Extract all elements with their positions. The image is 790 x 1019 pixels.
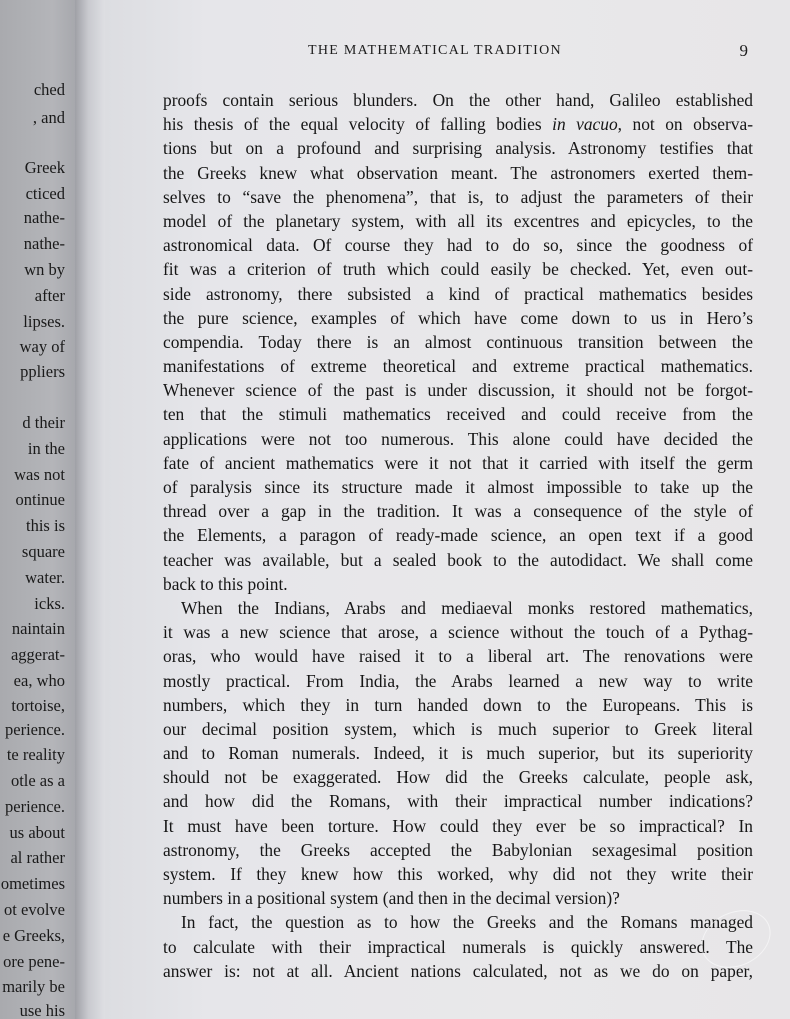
text-line: side astronomy, there subsisted a kind of practical mathematics besides [163, 283, 753, 304]
left-page-line: ea, who [13, 671, 65, 690]
text-line: system. If they knew how this worked, why did not they write their [163, 864, 753, 884]
left-page-line: use his [19, 1001, 65, 1019]
left-page-line: te reality [6, 745, 65, 764]
text-line: answer is: not at all. Ancient nations calculated, not as we do on paper, [163, 960, 753, 981]
left-page-line: tortoise, [11, 696, 65, 715]
left-page-line: al rather [10, 848, 65, 867]
left-page-line: e Greeks, [2, 926, 65, 945]
left-page-line: way of [19, 337, 65, 356]
text-line: to calculate with their impractical numerals is quickly answered. The [163, 936, 753, 957]
running-head [308, 43, 748, 65]
text-line: should not be exaggerated. How did the Greeks calculate, people ask, [163, 767, 753, 788]
left-page-line: marily be [2, 977, 65, 996]
left-page-line: icks. [34, 594, 65, 613]
left-page-line: after [34, 286, 65, 305]
text-line: tions but on a profound and surprising analysis. Astronomy testifies that [163, 138, 753, 159]
left-page-line: square [21, 542, 65, 561]
text-line: thread over a gap in the tradition. It was a consequence of the style of [163, 501, 753, 522]
left-page-line: was not [14, 465, 65, 484]
left-page-line: nathe- [23, 234, 65, 253]
page-number: 9 [739, 41, 748, 60]
italic-phrase: in vacuo [552, 114, 618, 135]
text-line: and how did the Romans, with their impractical number indications? [163, 791, 753, 812]
text-line: it was a new science that arose, a science without the touch of a Pythag- [163, 622, 753, 643]
text-line: selves to “save the phenomena”, that is, to adjust the parameters of their [163, 186, 753, 207]
text-line: fate of ancient mathematics were it not that it carried with itself the germ [163, 452, 753, 473]
text-line: mostly practical. From India, the Arabs learned a new way to write [163, 670, 753, 691]
left-page-line: cticed [25, 184, 65, 203]
text-line: Whenever science of the past is under discussion, it should not be forgot- [163, 380, 753, 401]
text-line: model of the planetary system, with all its excentres and epicycles, to the [163, 210, 753, 231]
text-line: the Greeks knew what observation meant. The astronomers exerted them- [163, 162, 753, 183]
left-page-line: wn by [24, 260, 65, 279]
left-page-line: aggerat- [10, 645, 65, 664]
text-line: teacher was available, but a sealed book to the autodidact. We shall come [163, 549, 753, 570]
left-page-line: perience. [5, 720, 65, 739]
text-line: It must have been torture. How could they ever be so impractical? In [163, 815, 753, 836]
text-line: numbers, which they in turn handed down to the Europeans. This is [163, 694, 753, 715]
text-line: proofs contain serious blunders. On the other hand, Galileo established [163, 90, 753, 110]
text-line: In fact, the question as to how the Greeks and the Romans managed [181, 912, 753, 933]
text-line: fit was a criterion of truth which could easily be checked. Yet, even out- [163, 259, 753, 280]
text-line: manifestations of extreme theoretical and extreme practical mathematics. [163, 356, 753, 377]
text-segment: , not on observa- [617, 114, 754, 135]
left-page-line: ppliers [20, 362, 65, 381]
left-page-line: d their [22, 413, 65, 432]
text-line: compendia. Today there is an almost continuous transition between the [163, 331, 753, 352]
text-line: ten that the stimuli mathematics received and could receive from the [163, 404, 753, 425]
left-page-line: perience. [5, 797, 65, 816]
text-line: of paralysis since its structure made it almost impossible to take up the [163, 477, 753, 497]
left-page-line: water. [25, 568, 65, 587]
text-line: astronomical data. Of course they had to do so, since the goodness of [163, 235, 753, 256]
left-page-line: , and [32, 108, 65, 127]
left-page-line: this is [26, 516, 65, 535]
left-page-line: naintain [11, 619, 65, 638]
text-line [163, 112, 753, 136]
left-page-line: ometimes [0, 874, 65, 893]
text-line: and to Roman numerals. Indeed, it is much superior, but its superiority [163, 743, 753, 764]
text-line: When the Indians, Arabs and mediaeval monks restored mathematics, [181, 597, 753, 618]
text-line: numbers in a positional system (and then in the decimal version)? [163, 888, 620, 909]
left-page-line: in the [27, 439, 65, 458]
left-page-line: otle as a [10, 771, 65, 790]
text-line: back to this point. [163, 573, 288, 594]
text-line: oras, who would have raised it to a liberal art. The renovations were [163, 646, 753, 667]
left-page-line: ontinue [15, 490, 65, 509]
body-text [163, 88, 753, 983]
book-gutter [75, 0, 105, 1019]
text-line: the Elements, a paragon of ready-made science, an open text if a good [163, 525, 753, 546]
text-line: applications were not too numerous. This alone could have decided the [163, 428, 753, 449]
left-page-line: nathe- [23, 208, 65, 227]
text-line: the pure science, examples of which have come down to us in Hero’s [163, 307, 753, 328]
text-segment: his thesis of the equal velocity of falling bodies [163, 114, 553, 135]
running-title: THE MATHEMATICAL TRADITION [308, 43, 562, 58]
left-page-line: us about [9, 823, 65, 842]
left-page-line: Greek [24, 158, 65, 177]
left-page-line: ot evolve [4, 900, 65, 919]
left-page-line: lipses. [23, 312, 65, 331]
text-line: our decimal position system, which is much superior to Greek literal [163, 718, 753, 739]
left-page-line: ore pene- [3, 952, 65, 971]
text-line: astronomy, the Greeks accepted the Babylonian sexagesimal position [163, 839, 753, 860]
left-page-fragment [0, 0, 75, 1019]
left-page-line: ched [33, 80, 65, 99]
